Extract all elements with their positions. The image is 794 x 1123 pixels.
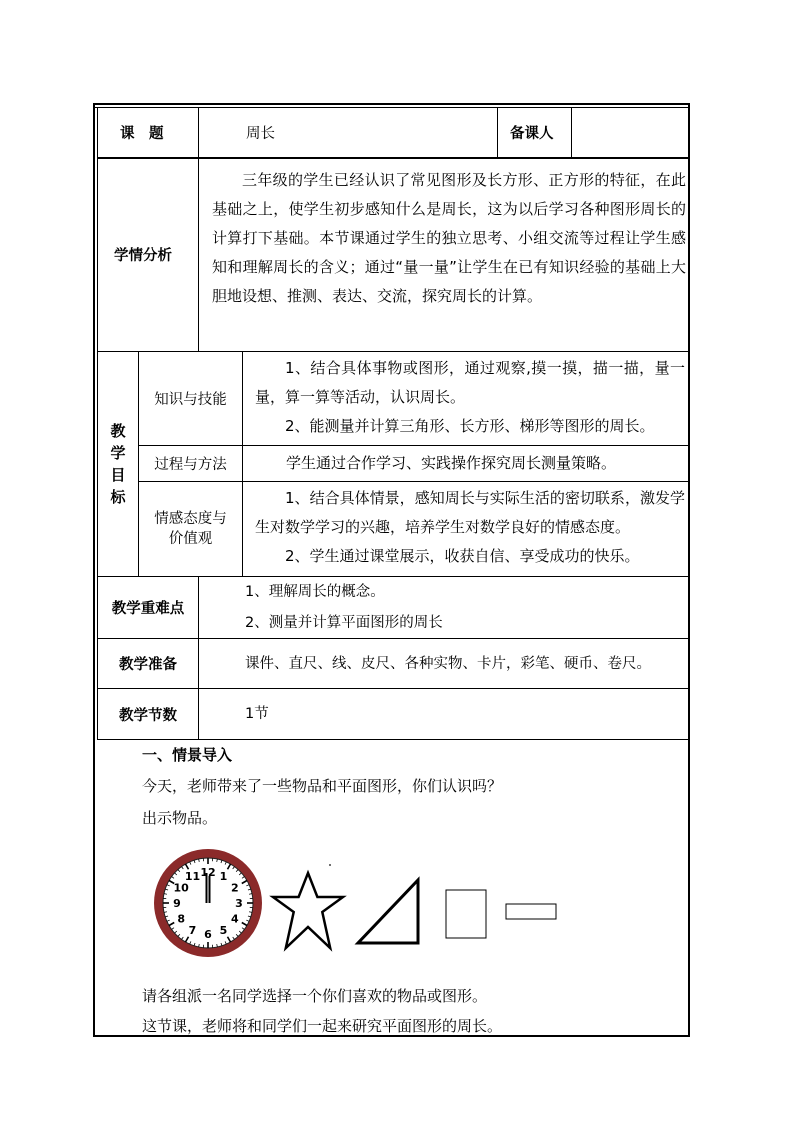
goals-label-char: 目 [110,466,126,484]
tall-rectangle-shape [446,890,486,938]
clock-number: 8 [177,912,185,926]
topic-value: 周长 [246,126,275,142]
clock-number: 2 [231,881,239,895]
process-text: 学生通过合作学习、实践操作探究周长测量策略。 [286,454,617,472]
clock-number: 4 [231,912,239,926]
preparation-label: 教学准备 [119,657,177,673]
clock-number: 12 [200,866,216,879]
emotion-label-line: 情感态度与 [154,511,227,527]
lessons-text: 1节 [245,706,269,722]
star-shape [273,873,343,948]
col-line [198,576,199,739]
table-border-top-inner [95,107,688,108]
process-line: 今天，老师带来了一些物品和平面图形，你们认识吗？ [142,777,503,795]
clock-number: 9 [173,897,181,910]
preparation-text: 课件、直尺、线、皮尺、各种实物、卡片，彩笔、硬币、卷尺。 [245,656,651,672]
key-point-item: 1、理解周长的概念。 [245,584,385,600]
goals-label-char: 学 [110,444,126,462]
goals-label [98,352,138,576]
process-line: 请各组派一名同学选择一个你们喜欢的物品或图形。 [142,987,488,1005]
clock-number: 3 [235,897,243,910]
col-line [198,107,199,351]
knowledge-label: 知识与技能 [154,392,227,408]
col-line [497,107,498,157]
figures [140,840,580,970]
row-line [97,739,688,740]
process-label: 过程与方法 [154,457,227,473]
triangle-shape [358,880,418,943]
analysis-label: 学情分析 [114,248,172,264]
section-heading: 一、情景导入 [142,746,233,764]
clock-icon [154,849,262,957]
clock-number: 5 [219,923,228,937]
table-border-top [93,103,690,105]
emotion-label [139,482,242,576]
analysis-text: 三年级的学生已经认识了常见图形及长方形、正方形的特征，在此基础之上，使学生初步感知什么是周长，这为以后学习各种图形周长的计算打下基础。本节课通过学生的独立思考、小组交流等过程让学生感知和理解周长的含义；通过“量一量”让学生在已有知识经验的基础上大胆地设想、推测、表达、交流，探究周长的计算。 [212,171,686,305]
clock-number: 10 [173,881,189,895]
process-line: 出示物品。 [142,809,218,827]
clock-number: 1 [219,870,228,884]
col-line [242,351,243,576]
key-points-label: 教学重难点 [111,601,185,617]
emotion-item: 2、学生通过课堂展示，收获自信、享受成功的快乐。 [285,547,640,565]
emotion-items [255,484,685,571]
goals-label-char: 标 [110,488,126,506]
table-border-right [688,103,690,1037]
clock-number: 11 [184,870,201,884]
knowledge-item: 2、能测量并计算三角形、长方形、梯形等图形的周长。 [285,417,655,435]
goals-label-char: 教 [110,422,126,440]
dot-mark [329,864,331,866]
clock-number: 6 [204,928,212,941]
table-border-left [93,103,95,1037]
wide-rectangle-shape [506,904,556,919]
knowledge-item: 1、结合具体事物或图形，通过观察,摸一摸，描一描，量一量，算一算等活动，认识周长。 [255,359,685,406]
col-line [571,107,572,157]
emotion-label-line: 价值观 [168,531,213,547]
process-line: 这节课，老师将和同学们一起来研究平面图形的周长。 [142,1017,503,1035]
row-line [97,157,688,159]
clock-number: 7 [188,923,197,937]
preparer-label: 备课人 [510,126,554,142]
lessons-label: 教学节数 [119,707,177,724]
knowledge-items [255,354,685,441]
key-point-item: 2、测量并计算平面图形的周长 [245,615,443,631]
emotion-item: 1、结合具体情景，感知周长与实际生活的密切联系，激发学生对数学学习的兴趣，培养学生对数学良好的情感态度。 [255,489,685,536]
topic-label: 课 题 [120,126,164,142]
